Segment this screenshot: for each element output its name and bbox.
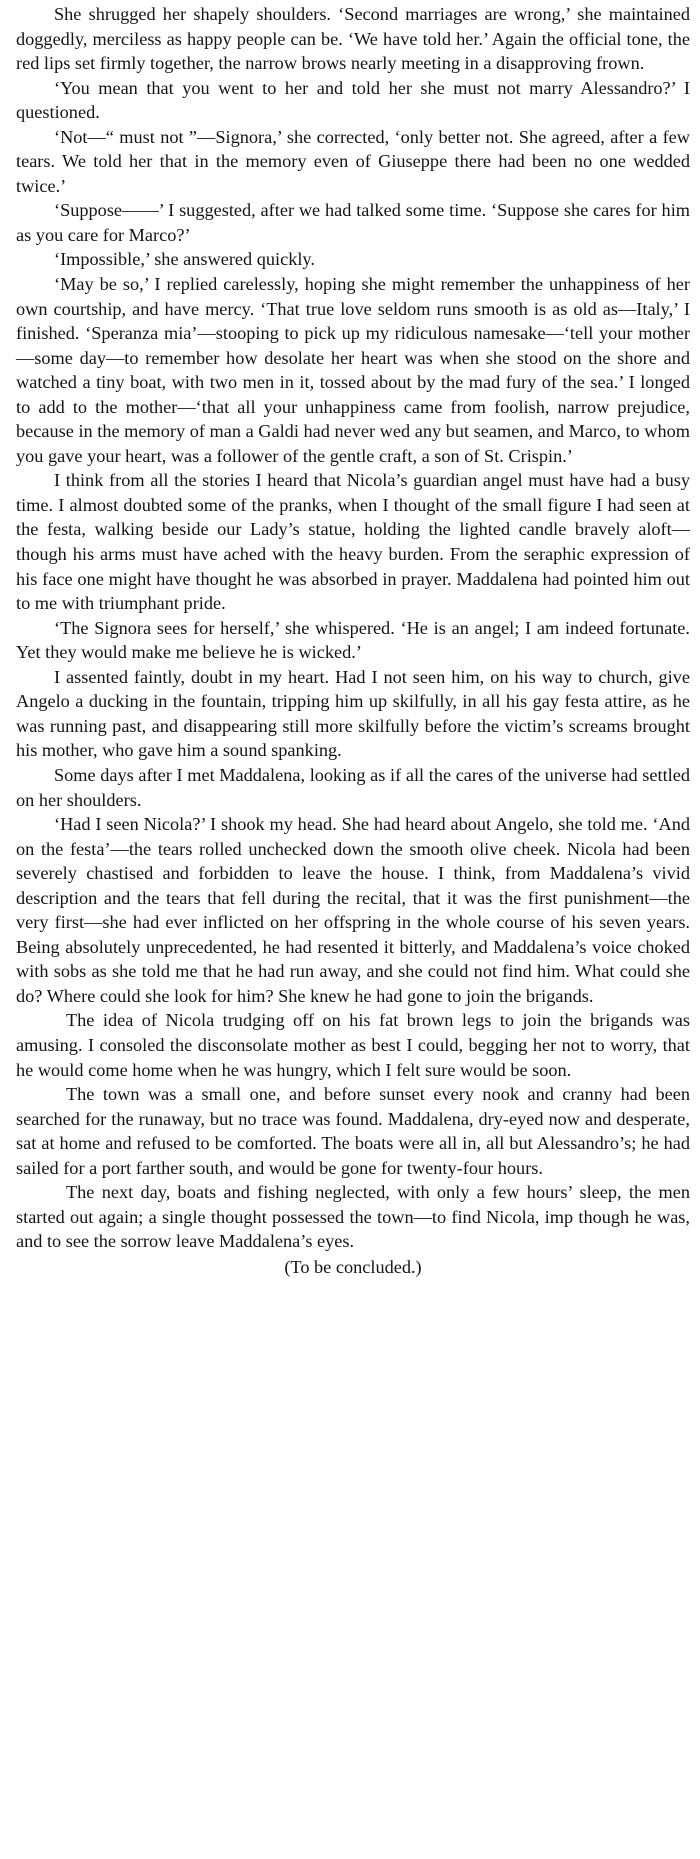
paragraph-14: The next day, boats and fishing neglected, with only a few hours’ sleep, the men started out again; a single thought possessed the town—to find Nicola, imp though he was, and to see the sorrow leave Maddalena’s eyes. (16, 1182, 690, 1252)
paragraph-5: ‘Impossible,’ she answered quickly. (54, 249, 315, 270)
paragraph-3: ‘Not—“ must not ”—Signora,’ she corrected, ‘only better not. She agreed, after a few tears. We told her that in the memory even of Giuseppe there had been no one wedded twice.’ (16, 126, 690, 196)
paragraph-11: ‘Had I seen Nicola?’ I shook my head. She had heard about Angelo, she told me. ‘And on the festa’—the tears rolled unchecked down the smooth olive cheek. Nicola had been severely chastised and forbidden to leave the house. I think, from Maddalena’s vivid description and the tears that fell during the recital, that it was the first punishment—the very first—she had ever inflicted on her offspring in the whole course of his seven years. Being absolutely unprecedented, he had resented it bitterly, and Maddalena’s voice choked with sobs as she told me that he had run away, and she could not find him. What could she do? Where could she look for him? She knew he had gone to join the brigands. (16, 814, 690, 1006)
paragraph-7: I think from all the stories I heard that Nicola’s guardian angel must have had a busy time. I almost doubted some of the pranks, when I thought of the small figure I had seen at the festa, walking beside our Lady’s statue, holding the lighted candle bravely aloft—though his arms must have ached with the heavy burden. From the seraphic expression of his face one might have thought he was absorbed in prayer. Maddalena had pointed him out to me with triumphant pride. (16, 470, 690, 614)
paragraph-10: Some days after I met Maddalena, looking as if all the cares of the universe had settled on her shoulders. (16, 764, 690, 810)
paragraph-13: The town was a small one, and before sunset every nook and cranny had been searched for the runaway, but no trace was found. Maddalena, dry-eyed now and desperate, sat at home and refused to be comforted. The boats were all in, all but Alessandro’s; he had sailed for a port farther south, and would be gone for twenty-four hours. (16, 1084, 690, 1178)
paragraph-6: ‘May be so,’ I replied carelessly, hoping she might remember the unhappiness of her own courtship, and have mercy. ‘That true love seldom runs smooth is as old as—Italy,’ I finished. ‘Speranza mia’—stooping to pick up my ridiculous namesake—‘tell your mother—some day—to remember how desolate her heart was when she stood on the shore and watched a tiny boat, with two men in it, tossed about by the mad fury of the sea.’ I longed to add to the mother—‘that all your unhappiness came from foolish, narrow prejudice, because in the memory of man a Galdi had never wed any but seamen, and Marco, to whom you gave your heart, was a follower of the gentle craft, a son of St. Crispin.’ (16, 274, 690, 466)
to-be-concluded-note: (To be concluded.) (284, 1256, 422, 1277)
paragraph-4: ‘Suppose——’ I suggested, after we had talked some time. ‘Suppose she cares for him as you care for Marco?’ (16, 200, 690, 245)
paragraph-12: The idea of Nicola trudging off on his fat brown legs to join the brigands was amusing. I consoled the disconsolate mother as best I could, begging her not to worry, that he would come home when he was hungry, which I felt sure would be soon. (16, 1010, 690, 1080)
paragraph-2: ‘You mean that you went to her and told her she must not marry Alessandro?’ I questioned. (16, 77, 690, 123)
paragraph-1: She shrugged her shapely shoulders. ‘Second marriages are wrong,’ she maintained doggedly, merciless as happy people can be. ‘We have told her.’ Again the official tone, the red lips set firmly together, the narrow brows nearly meeting in a disapproving frown. (16, 4, 690, 74)
paragraph-9: I assented faintly, doubt in my heart. Had I not seen him, on his way to church, give Angelo a ducking in the fountain, tripping him up skilfully, in all his gay festa attire, as he was running past, and disappearing still more skilfully before the victim’s screams brought his mother, who gave him a sound spanking. (16, 666, 690, 761)
paragraph-8: ‘The Signora sees for herself,’ she whispered. ‘He is an angel; I am indeed fortunate. Yet they would make me believe he is wicked.’ (16, 617, 690, 663)
